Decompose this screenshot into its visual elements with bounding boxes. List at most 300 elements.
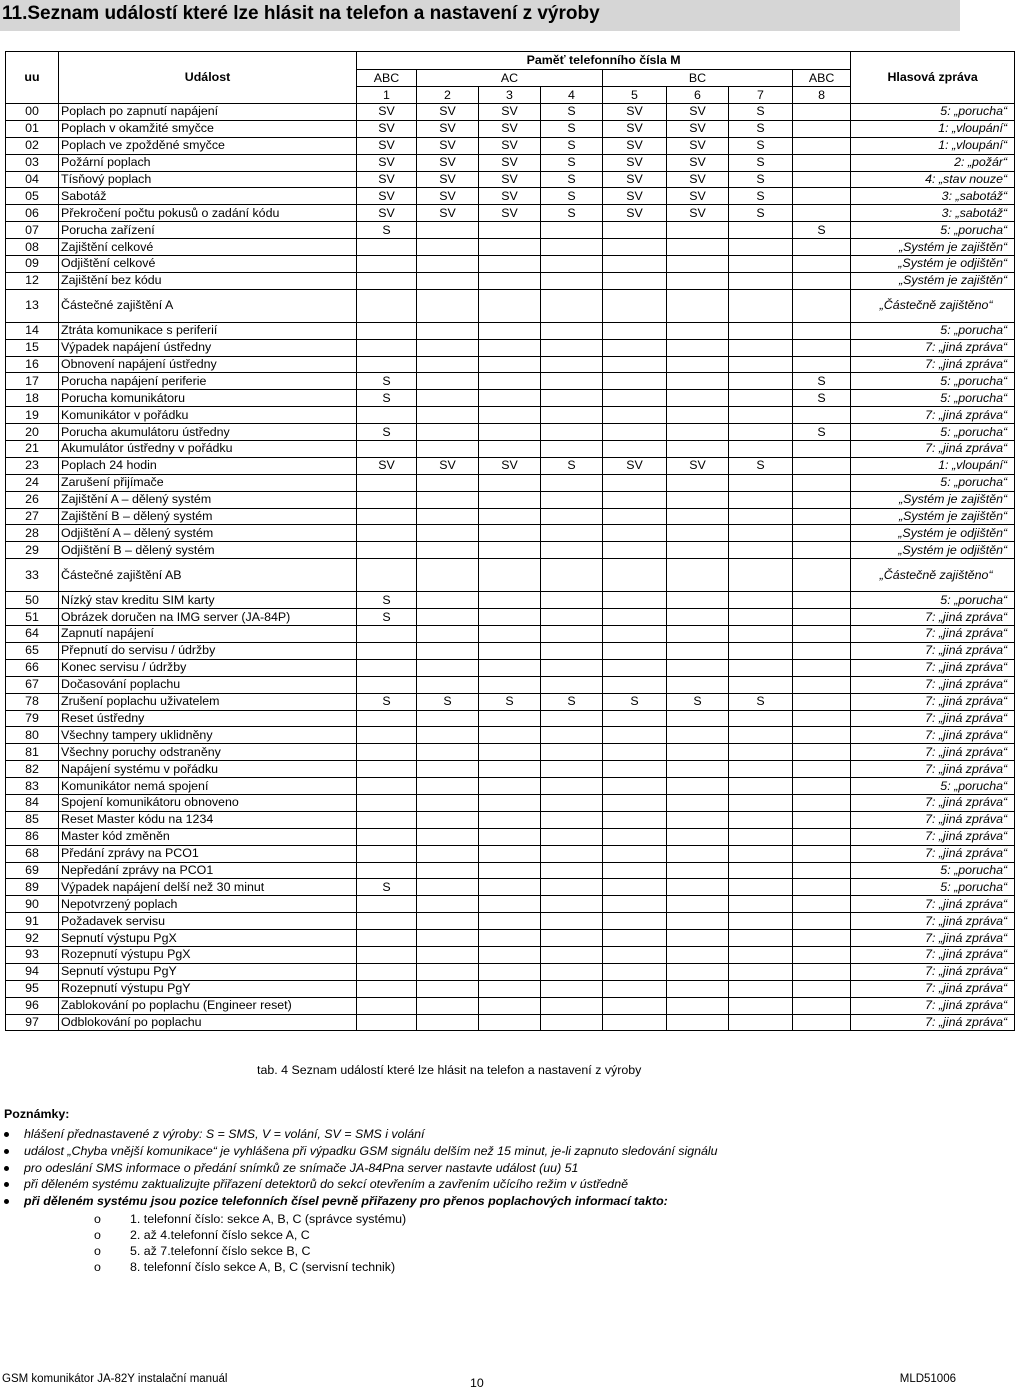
voice-message: 5: „porucha“ [851,390,1015,407]
circle-bullet-icon: o [94,1212,101,1226]
memory-setting [667,239,729,256]
memory-setting [479,676,541,693]
voice-message: 5: „porucha“ [851,862,1015,879]
memory-setting [603,289,667,322]
memory-setting [357,474,417,491]
memory-setting [729,559,793,592]
memory-setting [541,626,603,643]
memory-setting: S [729,457,793,474]
memory-setting: S [729,154,793,171]
memory-setting [603,256,667,273]
voice-message: 7: „jiná zpráva“ [851,980,1015,997]
memory-setting: SV [603,137,667,154]
memory-setting [793,1014,851,1031]
memory-setting [479,525,541,542]
memory-setting [357,676,417,693]
memory-setting [541,828,603,845]
voice-message: 5: „porucha“ [851,474,1015,491]
event-name: Odblokování po poplachu [59,1014,357,1031]
memory-setting [479,761,541,778]
voice-message: „Systém je zajištěn“ [851,272,1015,289]
memory-setting [541,963,603,980]
table-row [6,205,1015,222]
memory-setting [603,997,667,1014]
memory-setting [603,659,667,676]
memory-setting [667,559,729,592]
memory-setting [417,272,479,289]
event-name: Porucha akumulátoru ústředny [59,424,357,441]
memory-setting [603,441,667,458]
memory-setting [793,289,851,322]
memory-setting [541,913,603,930]
table-row [6,508,1015,525]
event-name: Reset ústředny [59,710,357,727]
table-row [6,474,1015,491]
memory-setting [729,222,793,239]
memory-setting: SV [357,137,417,154]
memory-setting [417,322,479,339]
memory-setting [793,322,851,339]
memory-setting [729,963,793,980]
memory-setting [417,727,479,744]
sub-item [0,1243,406,1259]
memory-setting [603,778,667,795]
memory-setting [417,289,479,322]
memory-setting [541,256,603,273]
memory-setting [793,154,851,171]
memory-setting [729,239,793,256]
memory-setting [667,659,729,676]
note-text: událost „Chyba vnější komunikace“ je vyhlášena při výpadku GSM signálu delším než 15 minut, je-li zapnuto sledování signálu [24,1143,718,1158]
memory-setting: SV [603,104,667,121]
memory-setting [729,946,793,963]
voice-message: 1: „vloupání“ [851,120,1015,137]
memory-setting [479,930,541,947]
memory-setting [729,508,793,525]
memory-setting: S [479,693,541,710]
memory-setting: S [729,693,793,710]
memory-setting [417,676,479,693]
memory-setting [729,913,793,930]
memory-setting [541,525,603,542]
memory-setting [603,1014,667,1031]
memory-setting [541,407,603,424]
memory-setting [541,559,603,592]
memory-setting [479,474,541,491]
event-name: Akumulátor ústředny v pořádku [59,441,357,458]
event-name: Odjištění A – dělený systém [59,525,357,542]
memory-setting [479,862,541,879]
memory-setting [479,609,541,626]
event-code: 90 [6,896,59,913]
voice-message: 7: „jiná zpráva“ [851,811,1015,828]
memory-setting [417,542,479,559]
memory-setting [417,896,479,913]
memory-setting [729,542,793,559]
memory-setting [603,525,667,542]
memory-setting [793,862,851,879]
voice-message: 5: „porucha“ [851,373,1015,390]
memory-setting [729,373,793,390]
memory-setting: SV [479,205,541,222]
memory-setting [729,659,793,676]
memory-setting [729,828,793,845]
table-row [6,373,1015,390]
event-code: 06 [6,205,59,222]
memory-setting [603,676,667,693]
memory-setting: S [541,457,603,474]
memory-setting [357,642,417,659]
memory-setting [603,592,667,609]
memory-setting [541,845,603,862]
memory-setting [417,222,479,239]
table-body [6,104,1015,1031]
memory-setting [479,710,541,727]
memory-setting [479,794,541,811]
table-row [6,659,1015,676]
table-row [6,491,1015,508]
event-name: Obnovení napájení ústředny [59,356,357,373]
memory-setting [729,778,793,795]
memory-setting [729,879,793,896]
memory-setting: S [357,424,417,441]
memory-setting: S [541,205,603,222]
voice-message: 7: „jiná zpráva“ [851,845,1015,862]
header-mem-number: 1 [357,87,417,104]
voice-message: „Systém je odjištěn“ [851,542,1015,559]
voice-message: 5: „porucha“ [851,222,1015,239]
memory-setting [729,626,793,643]
memory-setting [729,322,793,339]
voice-message: 7: „jiná zpráva“ [851,356,1015,373]
memory-setting [541,508,603,525]
memory-setting [603,339,667,356]
event-code: 21 [6,441,59,458]
table-row [6,676,1015,693]
memory-setting [729,794,793,811]
table-row [6,542,1015,559]
memory-setting [417,239,479,256]
memory-setting [357,997,417,1014]
header-voice: Hlasová zpráva [851,52,1015,104]
memory-setting [417,525,479,542]
memory-setting [541,930,603,947]
memory-setting [479,407,541,424]
memory-setting [729,441,793,458]
memory-setting: S [541,171,603,188]
memory-setting [667,525,729,542]
memory-setting: SV [417,171,479,188]
memory-setting [729,256,793,273]
table-row [6,239,1015,256]
event-code: 89 [6,879,59,896]
event-code: 83 [6,778,59,795]
table-caption: tab. 4 Seznam událostí které lze hlásit na telefon a nastavení z výroby [257,1063,642,1077]
footer-manual-title: GSM komunikátor JA-82Y instalační manuál [2,1373,228,1385]
memory-setting [479,559,541,592]
memory-setting [667,626,729,643]
voice-message: 7: „jiná zpráva“ [851,710,1015,727]
memory-setting [541,239,603,256]
event-name: Požární poplach [59,154,357,171]
event-code: 51 [6,609,59,626]
memory-setting [603,811,667,828]
note-item [0,1160,950,1177]
sub-item-text: 8. telefonní číslo sekce A, B, C (servisní technik) [130,1260,396,1274]
memory-setting [357,559,417,592]
memory-setting [603,930,667,947]
memory-setting [793,205,851,222]
memory-setting [729,609,793,626]
memory-setting [729,390,793,407]
header-uu: uu [6,52,59,104]
memory-setting [603,879,667,896]
event-name: Zrušení poplachu uživatelem [59,693,357,710]
memory-setting [729,896,793,913]
memory-setting [541,289,603,322]
memory-setting [793,693,851,710]
note-text: pro odeslání SMS informace o předání snímků ze snímače JA-84Pna server nastavte událost (uu) 51 [24,1160,579,1175]
event-code: 66 [6,659,59,676]
voice-message: 7: „jiná zpráva“ [851,997,1015,1014]
memory-setting [729,930,793,947]
voice-message: 7: „jiná zpráva“ [851,441,1015,458]
event-name: Spojení komunikátoru obnoveno [59,794,357,811]
memory-setting [357,963,417,980]
memory-setting [603,322,667,339]
memory-setting [357,778,417,795]
table-row [6,862,1015,879]
memory-setting [603,642,667,659]
memory-setting: SV [479,120,541,137]
memory-setting [357,508,417,525]
memory-setting [357,491,417,508]
event-name: Částečné zajištění AB [59,559,357,592]
memory-setting [603,609,667,626]
voice-message: 7: „jiná zpráva“ [851,659,1015,676]
memory-setting [479,659,541,676]
memory-setting: SV [667,154,729,171]
memory-setting [667,778,729,795]
event-code: 96 [6,997,59,1014]
table-row [6,626,1015,643]
event-code: 02 [6,137,59,154]
memory-setting [729,272,793,289]
memory-setting: S [603,693,667,710]
event-code: 08 [6,239,59,256]
memory-setting [667,542,729,559]
memory-setting [541,272,603,289]
table-row [6,188,1015,205]
header-mem-number: 6 [667,87,729,104]
memory-setting [357,811,417,828]
memory-setting [357,930,417,947]
event-name: Zajištění B – dělený systém [59,508,357,525]
event-code: 03 [6,154,59,171]
memory-setting: S [357,879,417,896]
memory-setting [357,913,417,930]
sub-item-text: 2. až 4.telefonní číslo sekce A, C [130,1228,310,1242]
table-row [6,879,1015,896]
table-row [6,946,1015,963]
memory-setting: S [541,104,603,121]
memory-setting: S [357,592,417,609]
event-code: 29 [6,542,59,559]
memory-setting [729,997,793,1014]
memory-setting: SV [479,171,541,188]
event-code: 26 [6,491,59,508]
event-code: 97 [6,1014,59,1031]
event-name: Nepotvrzený poplach [59,896,357,913]
memory-setting [541,794,603,811]
memory-setting: S [667,693,729,710]
memory-setting [729,845,793,862]
table-row [6,930,1015,947]
memory-setting [793,913,851,930]
memory-setting [479,222,541,239]
event-code: 95 [6,980,59,997]
memory-setting [667,256,729,273]
memory-setting [793,256,851,273]
event-code: 09 [6,256,59,273]
header-mem-number: 5 [603,87,667,104]
table-row [6,356,1015,373]
memory-setting [479,339,541,356]
table-row [6,390,1015,407]
memory-setting: S [729,205,793,222]
voice-message: 7: „jiná zpráva“ [851,642,1015,659]
memory-setting: SV [603,171,667,188]
event-code: 65 [6,642,59,659]
voice-message: 7: „jiná zpráva“ [851,794,1015,811]
event-code: 27 [6,508,59,525]
memory-setting: SV [479,154,541,171]
sub-item [0,1259,406,1275]
memory-setting [729,811,793,828]
event-name: Zapnutí napájení [59,626,357,643]
memory-setting [667,913,729,930]
table-row [6,424,1015,441]
voice-message: 7: „jiná zpráva“ [851,946,1015,963]
event-name: Odjištění celkové [59,256,357,273]
memory-setting [479,424,541,441]
event-name: Všechny tampery uklidněny [59,727,357,744]
table-row [6,963,1015,980]
memory-setting [417,744,479,761]
table-row [6,845,1015,862]
memory-setting [667,424,729,441]
memory-setting [357,441,417,458]
voice-message: 7: „jiná zpráva“ [851,913,1015,930]
title-bar [0,0,960,31]
memory-setting [541,744,603,761]
event-name: Napájení systému v pořádku [59,761,357,778]
memory-setting [417,626,479,643]
table-row [6,171,1015,188]
memory-setting [667,946,729,963]
event-code: 14 [6,322,59,339]
memory-setting: S [729,137,793,154]
memory-setting [793,441,851,458]
memory-setting [417,963,479,980]
memory-setting [357,407,417,424]
memory-setting [541,222,603,239]
header-memory: Paměť telefonního čísla M [357,52,851,70]
memory-setting [541,896,603,913]
event-name: Požadavek servisu [59,913,357,930]
memory-setting [793,845,851,862]
memory-setting [793,188,851,205]
memory-setting [667,339,729,356]
memory-setting [603,913,667,930]
memory-setting: SV [417,457,479,474]
memory-setting: S [793,222,851,239]
voice-message: „Systém je odjištěn“ [851,525,1015,542]
memory-setting [667,845,729,862]
memory-setting: SV [417,205,479,222]
memory-setting [793,659,851,676]
memory-setting [729,862,793,879]
table-row [6,120,1015,137]
memory-setting [603,980,667,997]
memory-setting [793,676,851,693]
sub-item-text: 1. telefonní číslo: sekce A, B, C (správce systému) [130,1212,407,1226]
header-mem-number: 2 [417,87,479,104]
memory-setting: S [357,609,417,626]
memory-setting [793,542,851,559]
memory-setting [479,322,541,339]
memory-setting [793,525,851,542]
table-row [6,407,1015,424]
memory-setting [417,373,479,390]
voice-message: 7: „jiná zpráva“ [851,1014,1015,1031]
memory-setting [793,339,851,356]
memory-setting [479,508,541,525]
memory-setting [417,407,479,424]
memory-setting: SV [479,457,541,474]
memory-setting: SV [357,457,417,474]
memory-setting [357,980,417,997]
memory-setting [357,710,417,727]
memory-setting: S [729,188,793,205]
voice-message: 1: „vloupání“ [851,457,1015,474]
memory-setting [603,626,667,643]
memory-setting [541,778,603,795]
memory-setting [417,946,479,963]
note-item [0,1126,950,1143]
table-row [6,222,1015,239]
voice-message: 7: „jiná zpráva“ [851,693,1015,710]
memory-setting: S [541,120,603,137]
memory-setting [541,862,603,879]
sub-item [0,1211,406,1227]
voice-message: 7: „jiná zpráva“ [851,676,1015,693]
memory-setting [417,710,479,727]
memory-setting [729,1014,793,1031]
memory-setting: SV [603,120,667,137]
table-row [6,256,1015,273]
memory-setting [357,727,417,744]
memory-setting [667,828,729,845]
memory-setting [541,642,603,659]
event-name: Zajištění celkové [59,239,357,256]
memory-setting [603,373,667,390]
memory-setting [729,642,793,659]
memory-setting [417,424,479,441]
memory-setting [357,744,417,761]
table-row [6,778,1015,795]
event-name: Obrázek doručen na IMG server (JA-84P) [59,609,357,626]
